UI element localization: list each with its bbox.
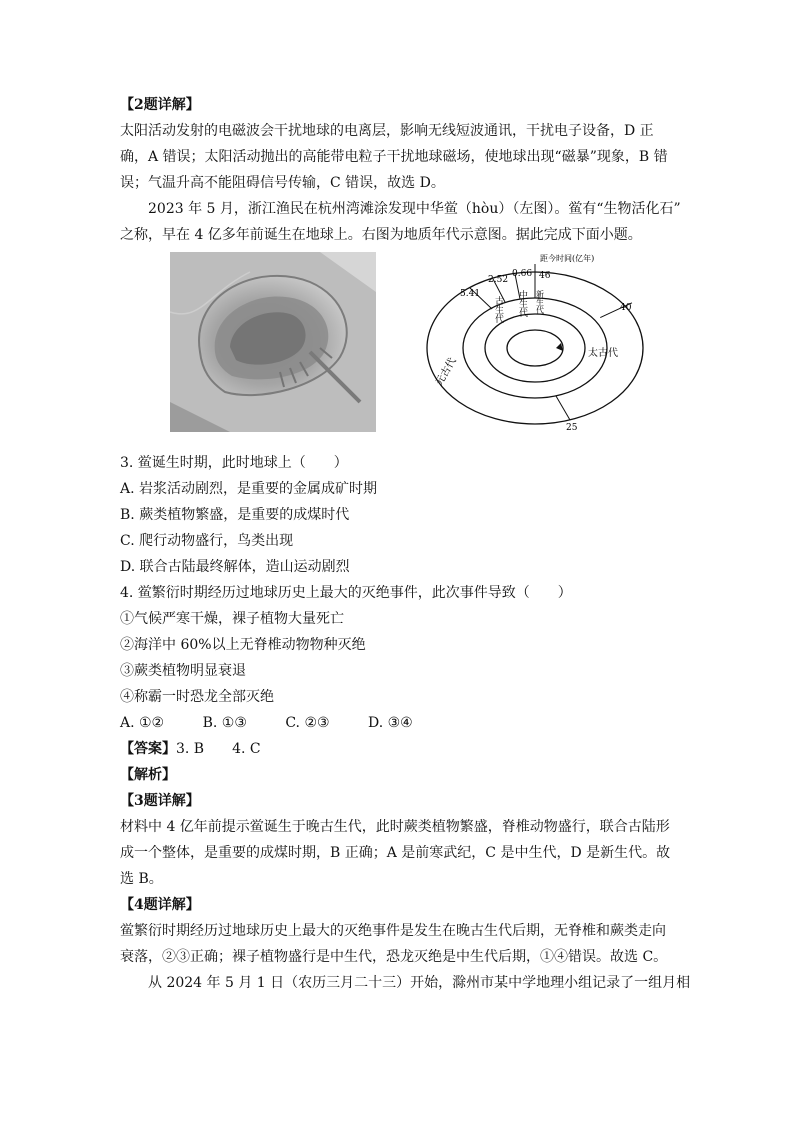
figures-row [120, 252, 680, 444]
era-label: 新生代 [535, 290, 545, 314]
q4-detail-line: 鲎繁衍时期经历过地球历史上最大的灭绝事件是发生在晚古生代后期，无脊椎和蕨类走向 [120, 923, 666, 939]
q2-detail-line: 确，A 错误；太阳活动抛出的高能带电粒子干扰地球磁场，使地球出现“磁暴”现象，B 错 [120, 149, 668, 165]
q3-option: D. 联合古陆最终解体，造山运动剧烈 [120, 559, 350, 575]
q4-item: ①气候严寒干燥，裸子植物大量死亡 [120, 611, 344, 627]
q2-detail-heading: 【2题详解】 [120, 97, 200, 113]
q4-detail-line: 衰落，②③正确；裸子植物盛行是中生代，恐龙灭绝是中生代后期，①④错误。故选 C。 [120, 949, 668, 965]
document-content [120, 92, 691, 996]
horseshoe-crab-fossil-photo [170, 252, 376, 432]
time-label: 25 [566, 423, 578, 433]
time-label: 0.66 [512, 269, 533, 279]
time-label: 40 [620, 303, 632, 313]
axis-label: 距今时间(亿年) [540, 254, 595, 263]
intro-line: 2023 年 5 月，浙江渔民在杭州湾滩涂发现中华鲎（hòu）（左图）。鲎有“生物活化石” [148, 201, 681, 217]
q3-detail-heading: 【3题详解】 [120, 793, 200, 809]
time-label: 46 [539, 271, 551, 281]
answer-label: 【答案】 [120, 741, 176, 757]
q4-item: ③蕨类植物明显衰退 [120, 663, 246, 679]
geologic-time-rings [420, 252, 650, 434]
q4-option: B. ①③ [202, 715, 247, 731]
intro-line: 之称，早在 4 亿多年前诞生在地球上。右图为地质年代示意图。据此完成下面小题。 [120, 227, 642, 243]
era-label: 太古代 [588, 348, 618, 359]
q2-detail-line: 太阳活动发射的电磁波会干扰地球的电离层，影响无线短波通讯，干扰电子设备，D 正 [120, 123, 654, 139]
q3-option: B. 蕨类植物繁盛，是重要的成煤时代 [120, 507, 350, 523]
era-label: 古生代 [493, 296, 503, 323]
q3-stem: 3. 鲎诞生时期，此时地球上（ ） [120, 455, 348, 471]
time-label: 5.41 [460, 289, 481, 299]
q3-detail-line: 选 B。 [120, 871, 163, 887]
answer-text: 3. B 4. C [176, 741, 261, 757]
q3-option: A. 岩浆活动剧烈，是重要的金属成矿时期 [120, 481, 378, 497]
q4-option: D. ③④ [368, 715, 413, 731]
era-label: 中生代 [517, 290, 527, 317]
answer-line [120, 736, 680, 762]
era-label: 元古代 [434, 356, 459, 388]
q4-item: ②海洋中 60%以上无脊椎动物物种灭绝 [120, 637, 366, 653]
q4-options [120, 710, 680, 736]
time-label: 2.52 [488, 275, 509, 285]
q4-stem: 4. 鲎繁衍时期经历过地球历史上最大的灭绝事件，此次事件导致（ ） [120, 585, 572, 601]
q3-detail-line: 材料中 4 亿年前提示鲎诞生于晚古生代，此时蕨类植物繁盛，脊椎动物盛行，联合古陆形 [120, 819, 670, 835]
q3-detail-line: 成一个整体，是重要的成煤时期，B 正确；A 是前寒武纪，C 是中生代，D 是新生代。故 [120, 845, 671, 861]
fossil-illustration [170, 252, 376, 432]
q4-item: ④称霸一时恐龙全部灭绝 [120, 689, 274, 705]
q4-detail-heading: 【4题详解】 [120, 897, 200, 913]
q4-option: C. ②③ [285, 715, 330, 731]
next-question-intro: 从 2024 年 5 月 1 日（农历三月二十三）开始，滁州市某中学地理小组记录了一组月相 [148, 975, 691, 991]
analysis-label: 【解析】 [120, 767, 176, 783]
q3-option: C. 爬行动物盛行，鸟类出现 [120, 533, 294, 549]
q2-detail-line: 误；气温升高不能阻碍信号传输，C 错误，故选 D。 [120, 175, 445, 191]
q4-option: A. ①② [120, 715, 165, 731]
geologic-time-diagram [420, 252, 650, 434]
